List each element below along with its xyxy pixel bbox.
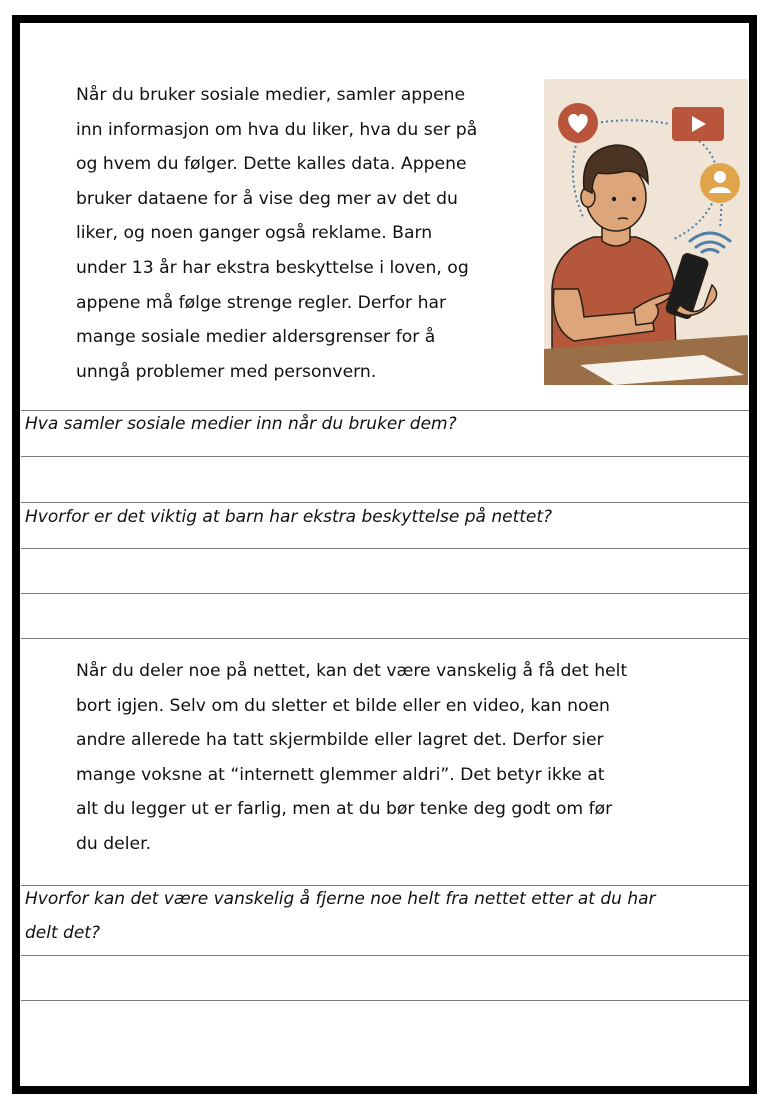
- paragraph-line: bruker dataene for å vise deg mer av det du: [76, 188, 458, 209]
- answer-line: [21, 548, 749, 549]
- paragraph-line: liker, og noen ganger også reklame. Barn: [76, 223, 433, 244]
- answer-line: [21, 955, 749, 956]
- divider-line: [21, 638, 749, 639]
- paragraph-sharing-online: [76, 654, 716, 862]
- answer-line: [21, 456, 749, 457]
- answer-line: [21, 1000, 749, 1001]
- paragraph-line: under 13 år har ekstra beskyttelse i loven, og: [76, 257, 469, 278]
- question-2: Hvorfor er det viktig at barn har ekstra beskyttelse på nettet?: [25, 507, 553, 527]
- paragraph-line: mange voksne at “internett glemmer aldri”. Det betyr ikke at: [76, 764, 605, 785]
- paragraph-line: Når du deler noe på nettet, kan det være vanskelig å få det helt: [76, 661, 628, 681]
- heart-icon: [558, 103, 598, 143]
- paragraph-line: alt du legger ut er farlig, men at du bør tenke deg godt om før: [76, 799, 613, 820]
- question-3: [25, 882, 745, 950]
- illustration-boy-with-phone: [544, 79, 748, 385]
- user-profile-icon: [700, 163, 740, 203]
- paragraph-line: Når du bruker sosiale medier, samler appene: [76, 85, 466, 105]
- intro-paragraph-social-media: [76, 78, 546, 389]
- answer-line: [21, 593, 749, 594]
- paragraph-line: unngå problemer med personvern.: [76, 361, 377, 382]
- question-3-line: Hvorfor kan det være vanskelig å fjerne noe helt fra nettet etter at du har: [25, 889, 656, 909]
- paragraph-line: appene må følge strenge regler. Derfor har: [76, 292, 447, 313]
- paragraph-line: bort igjen. Selv om du sletter et bilde eller en video, kan noen: [76, 695, 610, 716]
- paragraph-line: mange sosiale medier aldersgrenser for å: [76, 327, 436, 348]
- question-3-line: delt det?: [25, 923, 100, 943]
- play-video-icon: [672, 107, 724, 141]
- paragraph-line: andre allerede ha tatt skjermbilde eller lagret det. Derfor sier: [76, 730, 604, 751]
- question-1: Hva samler sosiale medier inn når du bruker dem?: [25, 414, 457, 434]
- paragraph-line: du deler.: [76, 833, 152, 854]
- paragraph-line: inn informasjon om hva du liker, hva du ser på: [76, 119, 478, 140]
- paragraph-line: og hvem du følger. Dette kalles data. Appene: [76, 154, 467, 175]
